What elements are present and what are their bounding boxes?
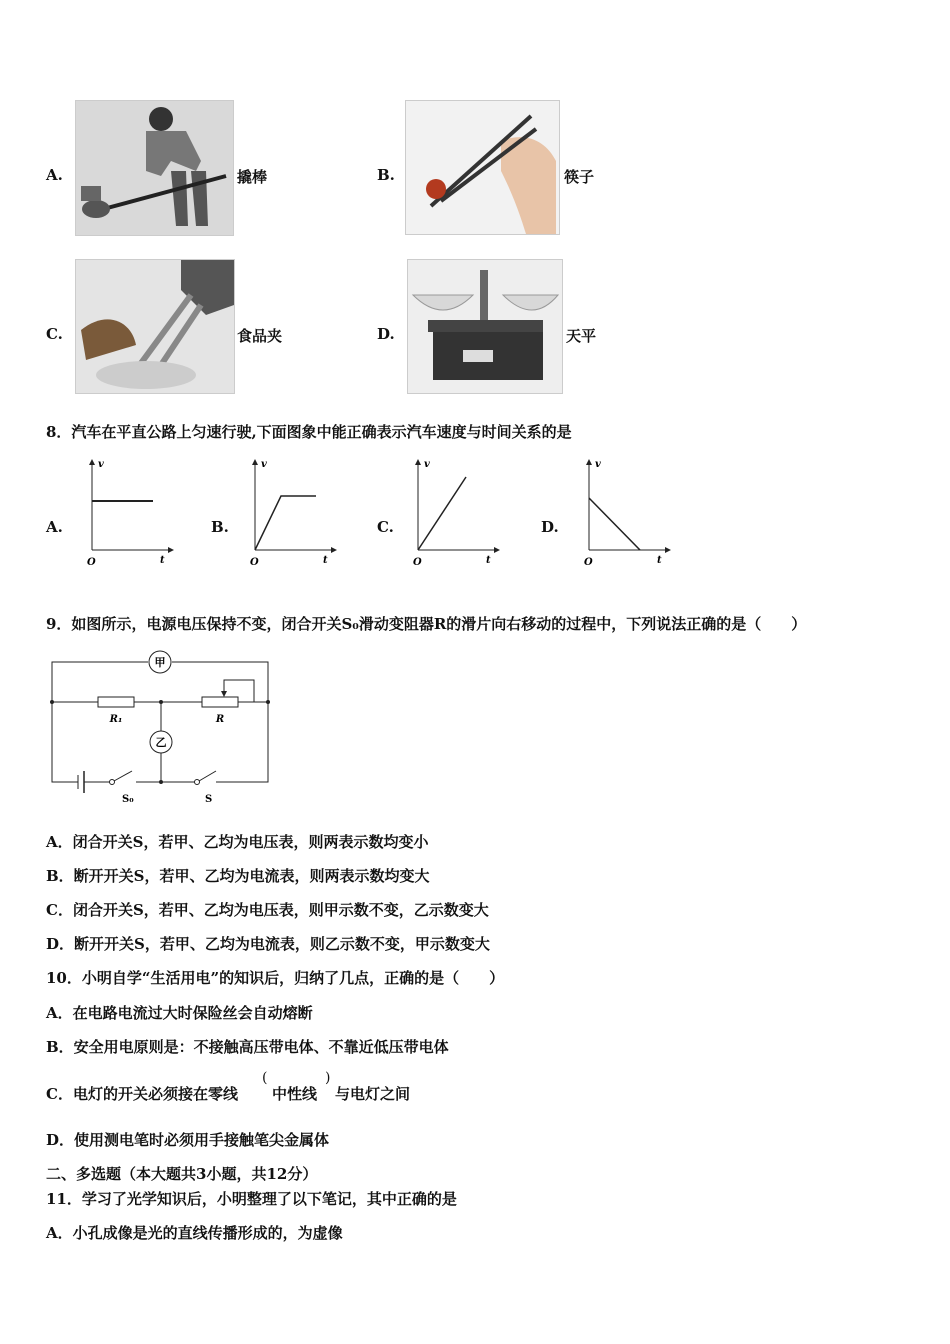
chopsticks-photo-icon [405,100,560,235]
q9-option-b: B．断开开关S，若甲、乙均为电流表，则两表示数均变大 [46,867,430,885]
q11-stem: 11．学习了光学知识后，小明整理了以下笔记，其中正确的是 [46,1190,457,1208]
q8-graph-b [243,455,343,567]
paren-close: ) [325,1070,331,1086]
option-caption: 食品夹 [237,327,283,345]
s-label: S [205,794,213,805]
q8-graph-a [80,455,180,567]
r1-label: R₁ [109,714,123,725]
q8-graph-d [577,455,677,567]
paren-open: ( [262,1070,268,1086]
q11-option-a: A．小孔成像是光的直线传播形成的，为虚像 [46,1224,343,1242]
section-heading: 二、多选题（本大题共3小题，共12分） [46,1165,318,1183]
food-tongs-photo-icon [75,259,235,394]
graph-letter: A. [46,518,63,536]
origin-label: O [413,557,422,567]
q9-option-d: D．断开开关S，若甲、乙均为电流表，则乙示数不变，甲示数变大 [46,935,490,953]
q9-option-a: A．闭合开关S，若甲、乙均为电压表，则两表示数均变小 [46,833,429,851]
option-letter: D. [377,325,395,343]
v-label: v [98,459,104,470]
option-caption: 筷子 [564,168,595,186]
v-label: v [424,459,430,470]
q10-option-a: A．在电路电流过大时保险丝会自动熔断 [46,1004,313,1022]
origin-label: O [584,557,593,567]
balance-scale-photo-icon [407,259,563,394]
graph-letter: C. [377,518,394,536]
q8-graph-c [406,455,506,567]
option-letter: A. [46,166,63,184]
q9-circuit-diagram [40,645,280,810]
t-label: t [160,555,165,566]
origin-label: O [87,557,96,567]
v-label: v [261,459,267,470]
option-letter: B. [377,166,395,184]
v-label: v [595,459,601,470]
option-caption: 撬棒 [237,168,268,186]
q10-option-b: B．安全用电原则是：不接触高压带电体、不靠近低压带电体 [46,1038,449,1056]
option-letter: C. [46,325,63,343]
t-label: t [486,555,491,566]
origin-label: O [250,557,259,567]
graph-letter: B. [211,518,229,536]
q9-option-c: C．闭合开关S，若甲、乙均为电压表，则甲示数不变，乙示数变大 [46,901,489,919]
q10-stem: 10．小明自学“生活用电”的知识后，归纳了几点，正确的是（ ） [46,969,505,987]
s0-label: S₀ [122,794,134,805]
crowbar-photo-icon [75,100,234,236]
q10-option-d: D．使用测电笔时必须用手接触笔尖金属体 [46,1131,330,1149]
t-label: t [323,555,328,566]
q10-option-c-pre: C．电灯的开关必须接在零线 [46,1085,238,1103]
graph-letter: D. [541,518,559,536]
r-label: R [215,714,225,725]
meter-yi-label: 乙 [155,736,167,749]
q10-option-c-post: 与电灯之间 [335,1085,411,1103]
option-caption: 天平 [566,327,597,345]
q8-stem: 8．汽车在平直公路上匀速行驶,下面图象中能正确表示汽车速度与时间关系的是 [46,423,572,441]
q9-stem: 9．如图所示，电源电压保持不变，闭合开关S₀滑动变阻器R的滑片向右移动的过程中，下列说法正确的是（ ） [46,615,807,633]
meter-jia-label: 甲 [154,656,166,669]
resistor-r1 [98,697,134,707]
q10-option-c-mid: 中性线 [272,1085,318,1103]
t-label: t [657,555,662,566]
rheostat-r [202,697,238,707]
